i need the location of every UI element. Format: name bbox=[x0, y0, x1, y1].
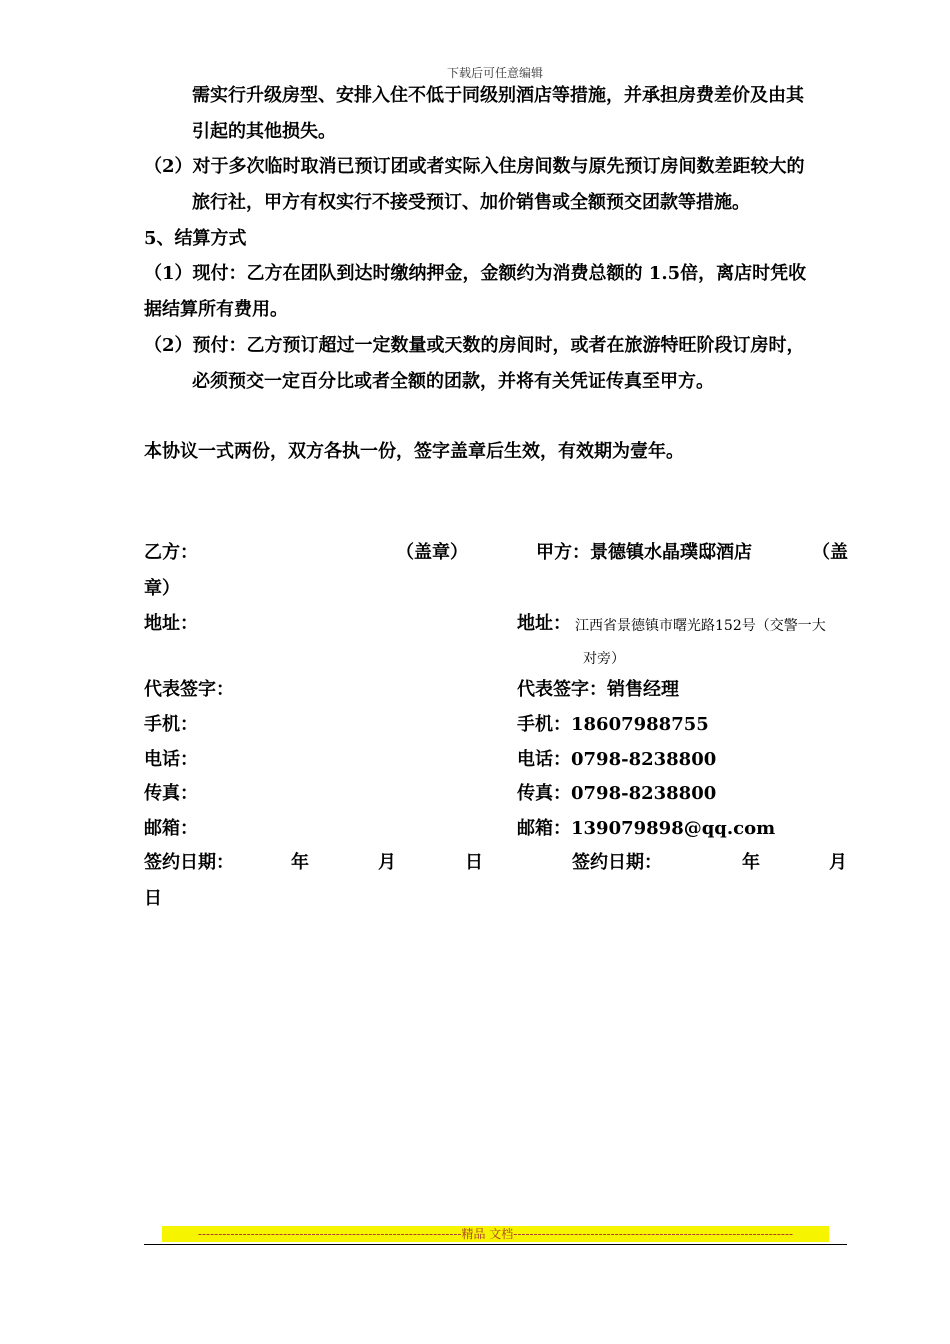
paragraph-line: 需实行升级房型、安排入住不低于同级别酒店等措施，并承担房费差价及由其 bbox=[192, 85, 804, 106]
party-b-fax: 传真： bbox=[144, 783, 198, 804]
paragraph-line: 旅行社，甲方有权实行不接受预订、加价销售或全额预交团款等措施。 bbox=[192, 192, 750, 213]
party-a-date-label: 签约日期： bbox=[572, 852, 662, 873]
paragraph-line: 据结算所有费用。 bbox=[144, 299, 288, 320]
section-heading: 5、结算方式 bbox=[144, 228, 247, 249]
header-note: 下载后可任意编辑 bbox=[446, 66, 543, 80]
party-a-fax: 传真：0798-8238800 bbox=[517, 783, 717, 804]
closing-statement: 本协议一式两份，双方各执一份，签字盖章后生效，有效期为壹年。 bbox=[144, 441, 684, 462]
party-b-label: 乙方： bbox=[144, 542, 198, 563]
party-b-mobile: 手机： bbox=[144, 714, 198, 735]
date-month: 月 bbox=[829, 852, 847, 873]
paragraph-line: 引起的其他损失。 bbox=[192, 121, 336, 142]
footer-divider bbox=[144, 1244, 847, 1245]
party-a-email: 邮箱：139079898@qq.com bbox=[517, 818, 776, 839]
party-b-date-label: 签约日期： bbox=[144, 852, 234, 873]
paragraph-line: （2）预付：乙方预订超过一定数量或天数的房间时，或者在旅游特旺阶段订房时， bbox=[144, 335, 805, 356]
party-a-mobile: 手机：18607988755 bbox=[517, 714, 709, 735]
date-day: 日 bbox=[465, 852, 483, 873]
date-month: 月 bbox=[378, 852, 396, 873]
paragraph-line: 必须预交一定百分比或者全额的团款，并将有关凭证传真至甲方。 bbox=[192, 371, 714, 392]
party-a-address: 江西省景德镇市曙光路152号（交警一大 bbox=[575, 618, 826, 634]
party-a-seal: （盖 bbox=[812, 542, 848, 563]
party-a-address-label: 地址： bbox=[517, 613, 571, 634]
party-b-phone: 电话： bbox=[144, 749, 198, 770]
party-a-seal-cont: 章） bbox=[144, 578, 180, 599]
party-a-label: 甲方：景德镇水晶璞邸酒店 bbox=[536, 542, 752, 563]
date-year: 年 bbox=[742, 852, 760, 873]
party-a-rep: 代表签字：销售经理 bbox=[517, 679, 679, 700]
party-a-address-cont: 对旁） bbox=[583, 651, 625, 667]
party-b-email: 邮箱： bbox=[144, 818, 198, 839]
party-b-address: 地址： bbox=[144, 613, 198, 634]
footer-banner: -----------------------------------------------------------------精品 文档--------------------------------------------------------------------- bbox=[162, 1226, 829, 1242]
date-day: 日 bbox=[144, 888, 162, 909]
paragraph-line: （1）现付：乙方在团队到达时缴纳押金，金额约为消费总额的 1.5倍，离店时凭收 bbox=[144, 263, 807, 284]
party-b-seal: （盖章） bbox=[396, 542, 468, 563]
date-year: 年 bbox=[291, 852, 309, 873]
party-a-phone: 电话：0798-8238800 bbox=[517, 749, 717, 770]
paragraph-line: （2）对于多次临时取消已预订团或者实际入住房间数与原先预订房间数差距较大的 bbox=[144, 156, 805, 177]
party-b-rep: 代表签字： bbox=[144, 679, 234, 700]
